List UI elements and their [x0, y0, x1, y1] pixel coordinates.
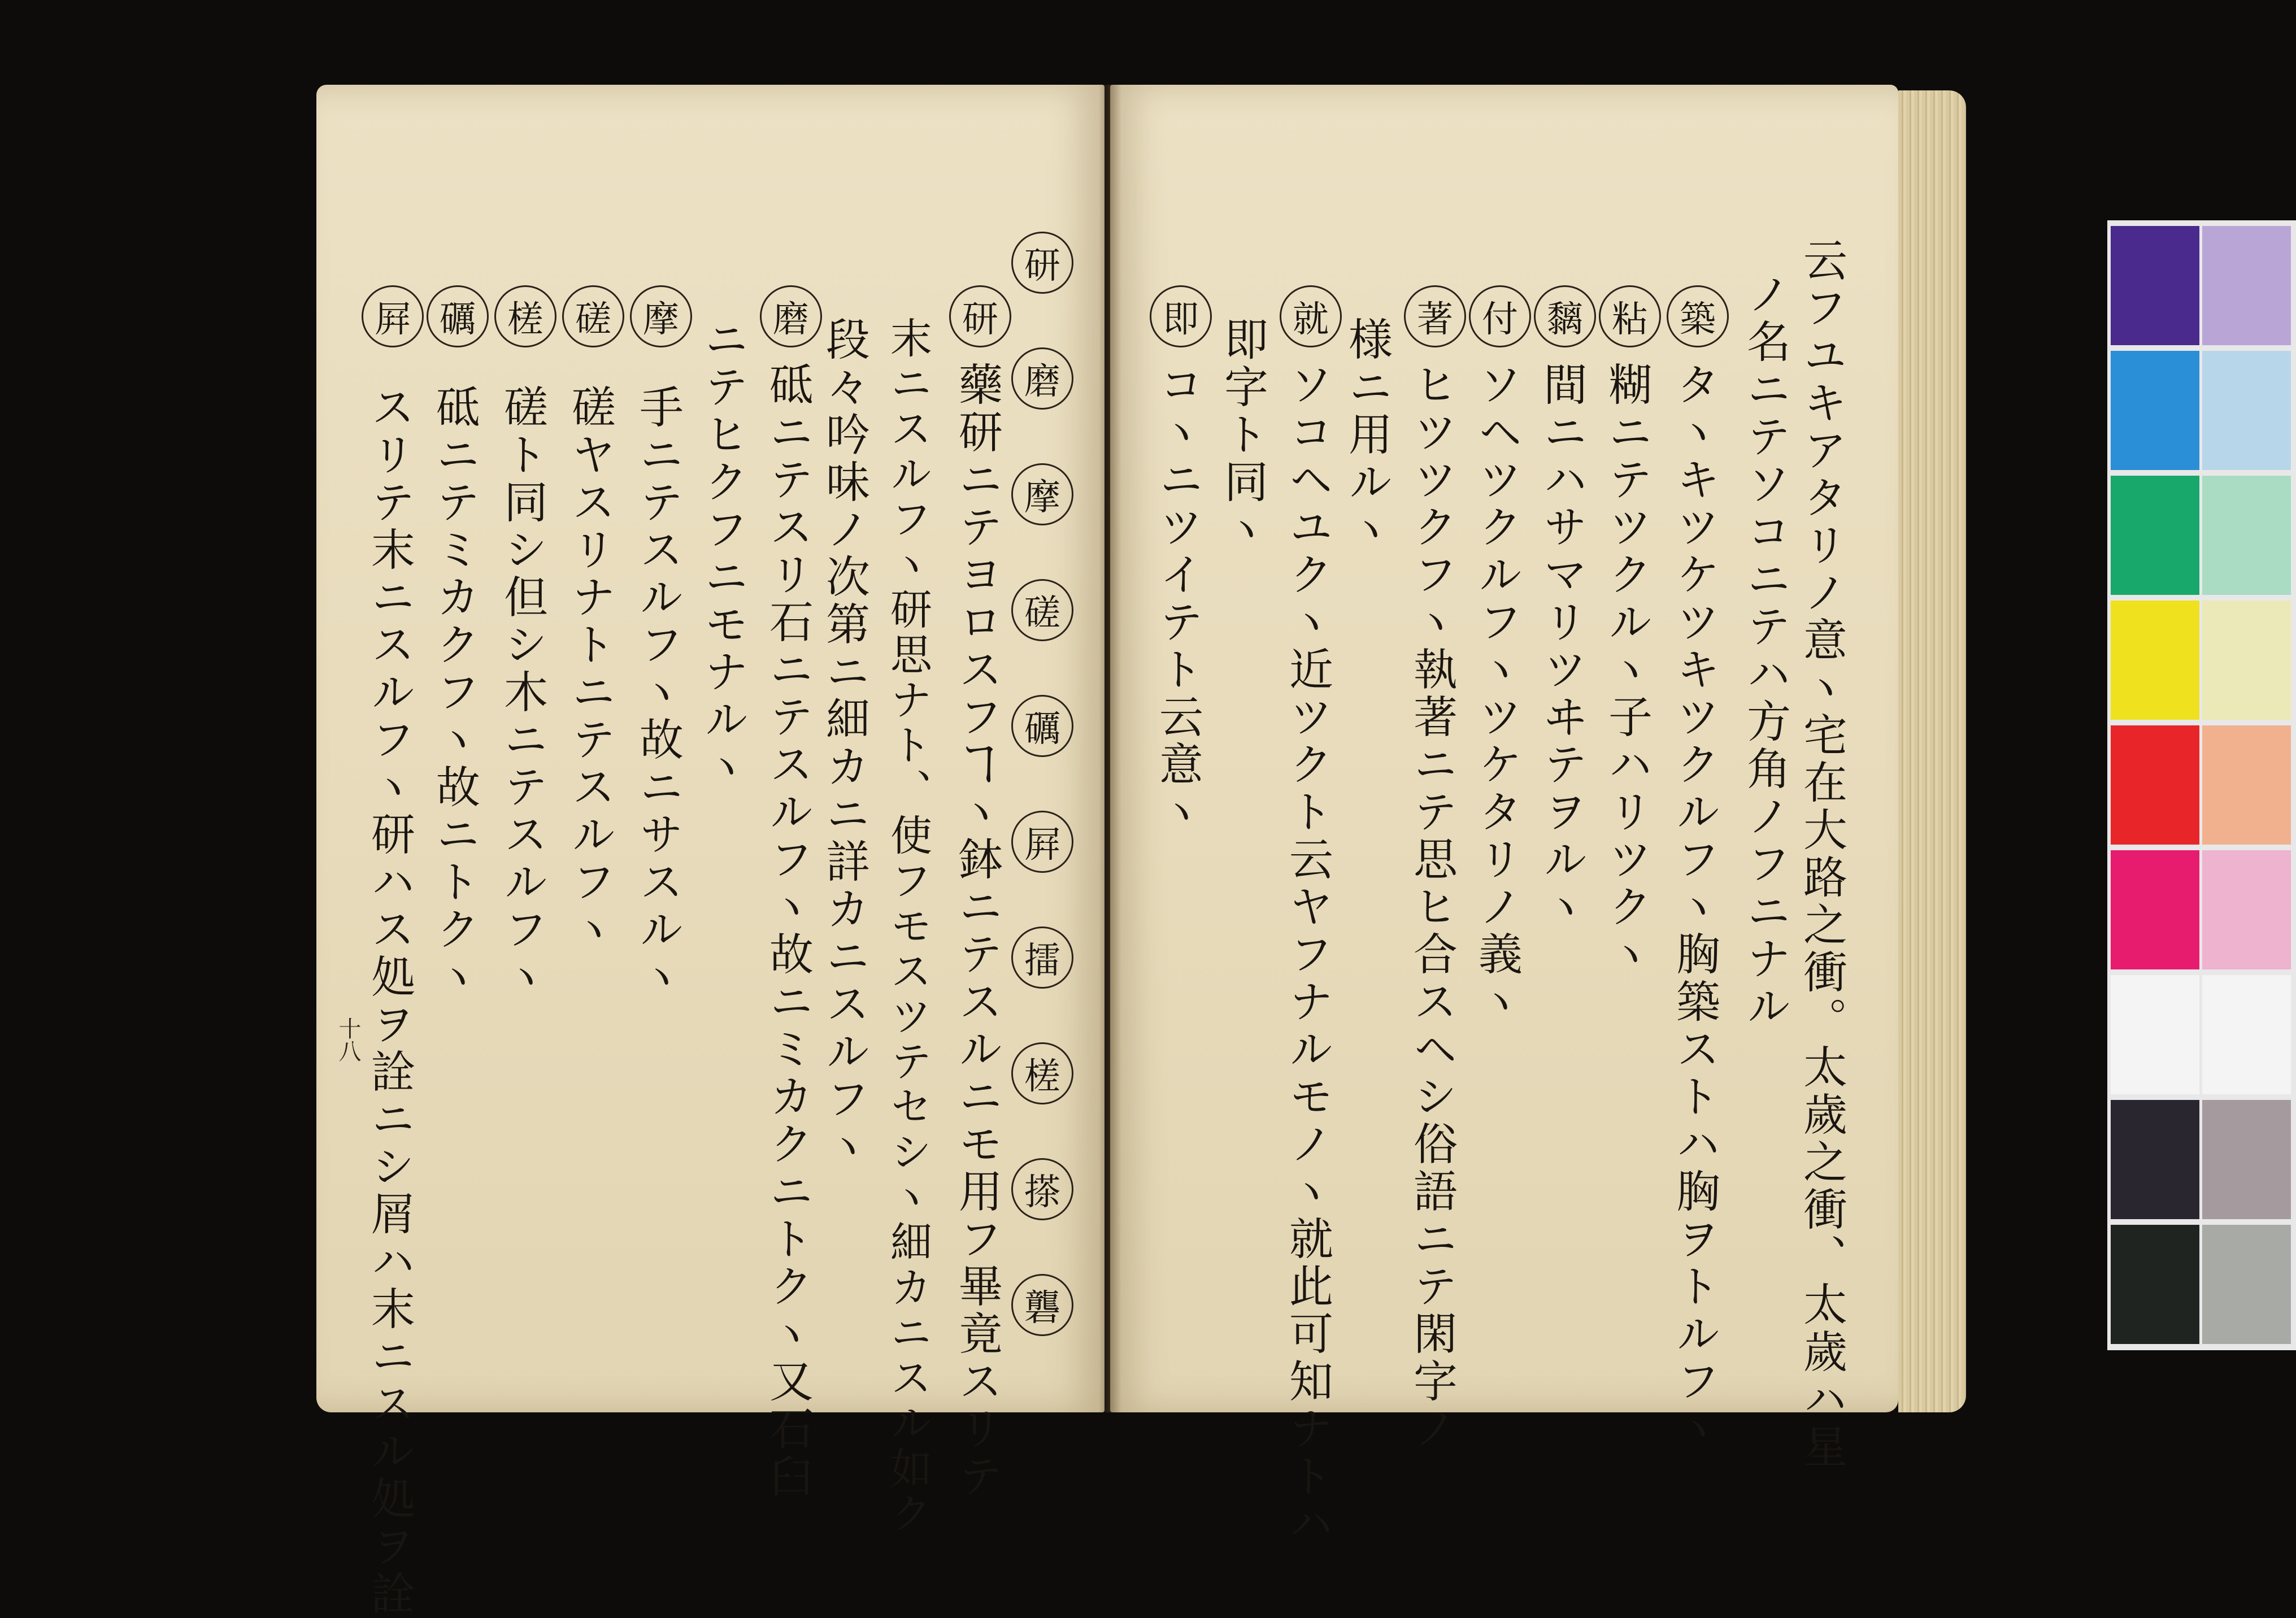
text-line: ノ名ニテソコニテハ方角ノフニナル	[1740, 271, 1790, 1030]
color-swatch	[2202, 850, 2291, 969]
entry-mark: 黐	[1534, 285, 1596, 347]
color-swatch	[2202, 975, 2291, 1094]
entry-line: 間ニハサマリツヰテヲルヽ	[1536, 362, 1587, 931]
color-swatch	[2202, 476, 2291, 595]
color-swatch	[2202, 1100, 2291, 1219]
entry-line: 砥ニテスリ石ニテスルフヽ故ニミカクニトクヽ又石臼	[762, 362, 813, 1500]
header-mark-8: 搽	[1011, 1158, 1073, 1220]
entry-mark: 付	[1469, 285, 1531, 347]
entry-mark: 就	[1280, 285, 1342, 347]
color-swatch	[2202, 725, 2291, 845]
entry-line: 手ニテスルフヽ故ニサスルヽ	[632, 384, 683, 1001]
entry-line: 砥ニテミカクフヽ故ニトクヽ	[429, 384, 480, 1001]
color-swatch	[2202, 351, 2291, 470]
color-swatch	[2111, 601, 2199, 720]
entry-line: スリテ末ニスルフヽ研ハス処ヲ詮ニシ屑ハ末ニスル処ヲ詮	[364, 384, 415, 1618]
entry-line: 即字ト同ヽ	[1217, 316, 1268, 554]
entry-line: タヽキツケツキツクルフヽ胸築ストハ胸ヲトルフヽ	[1669, 362, 1720, 1453]
entry-mark: 磨	[760, 285, 822, 347]
entry-mark: 磋	[562, 285, 624, 347]
entry-line: 磋ヤスリナトニテスルフヽ	[564, 384, 615, 954]
folio-number: 十八	[335, 1017, 361, 1062]
header-mark-6: 擂	[1011, 927, 1073, 989]
entry-mark: 築	[1667, 285, 1729, 347]
entry-line: 段々吟味ノ次第ニ細カニ詳カニスルフヽ	[819, 316, 869, 1171]
book-gutter	[1099, 85, 1121, 1412]
color-swatch	[2111, 725, 2199, 845]
entry-line: 糊ニテツクルヽ子ハリツクヽ	[1601, 362, 1652, 978]
color-swatch	[2111, 351, 2199, 470]
entry-mark: 槎	[494, 285, 556, 347]
entry-mark: 粘	[1599, 285, 1661, 347]
entry-line: 磋ト同シ但シ木ニテスルフヽ	[497, 384, 547, 1001]
header-mark-9: 礱	[1011, 1274, 1073, 1336]
entry-mark: 屛	[362, 285, 424, 347]
entry-mark: 摩	[630, 285, 692, 347]
page-edges	[1898, 90, 1966, 1412]
color-swatch	[2111, 1225, 2199, 1344]
color-swatch	[2202, 226, 2291, 345]
header-mark-1: 磨	[1011, 347, 1073, 410]
header-mark-2: 摩	[1011, 463, 1073, 525]
text-line: 云フユキアタリノ意ヽ宅在大路之衝。太歲之衝、太歲ハ星	[1796, 237, 1847, 1471]
color-swatch	[2111, 476, 2199, 595]
color-swatch	[2111, 975, 2199, 1094]
header-mark-4: 礪	[1011, 695, 1073, 757]
header-mark-3: 磋	[1011, 579, 1073, 641]
entry-mark: 礪	[427, 285, 489, 347]
entry-mark: 著	[1404, 285, 1466, 347]
color-swatch	[2111, 1100, 2199, 1219]
color-swatch	[2111, 226, 2199, 345]
color-swatch	[2202, 601, 2291, 720]
header-mark-7: 槎	[1011, 1042, 1073, 1104]
entry-mark: 研	[949, 285, 1011, 347]
entry-line: 藥研ニテヨロスフヿヽ鉢ニテスルニモ用フ畢竟スリテ	[951, 362, 1002, 1500]
color-calibration-card	[2107, 220, 2296, 1350]
entry-mark: 即	[1150, 285, 1212, 347]
entry-line: ニテヒクフニモナルヽ	[697, 316, 748, 791]
header-mark-0: 研	[1011, 232, 1073, 294]
color-swatch	[2111, 850, 2199, 969]
color-swatch	[2202, 1225, 2291, 1344]
entry-line: 様ニ用ルヽ	[1341, 316, 1392, 554]
entry-line: ソヘツクルフヽツケタリノ義ヽ	[1471, 362, 1522, 1026]
entry-line: ヒツツクフヽ執著ニテ思ヒ合スヘシ俗語ニテ閑字ノ	[1406, 362, 1457, 1453]
entry-line: 末ニスルフヽ研思ナト、使フモスツテセシヽ細カニスル如ク	[884, 316, 932, 1537]
header-mark-5: 屛	[1011, 811, 1073, 873]
entry-line: ソコヘユクヽ近ツクト云ヤフナルモノヽ就此可知ナトハ	[1282, 362, 1333, 1548]
entry-line: コヽニツイテト云意ヽ	[1152, 362, 1203, 836]
